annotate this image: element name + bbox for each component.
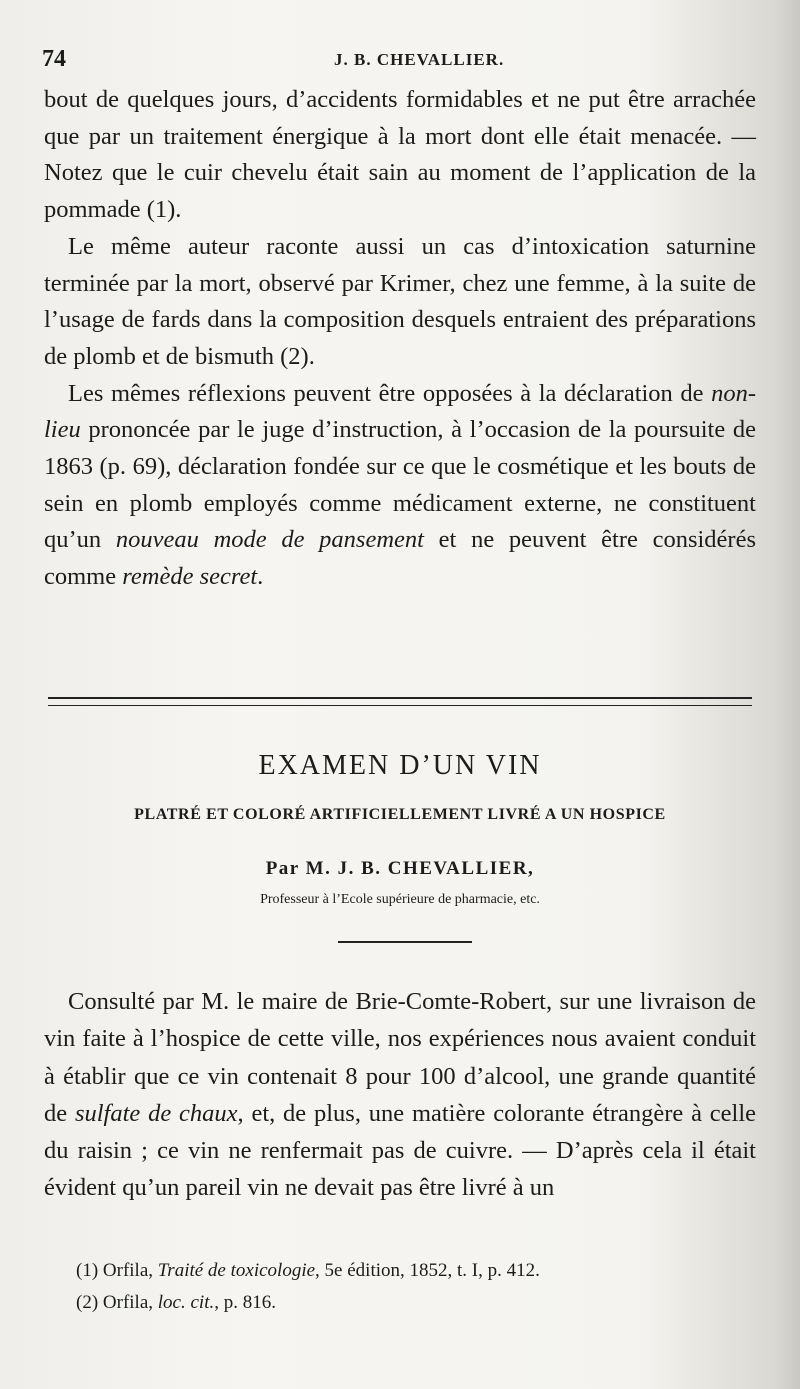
text-run: Consulté par M. le maire de Brie-Comte-Robert, sur une livraison de vin faite à l’hospice de cette ville, nos expériences nous avaient conduit à établir que ce vin contenait 8 pour 100 d’alcool, une grande quantité de xyxy=(44,988,756,1127)
italic-text: non-lieu xyxy=(44,379,756,444)
italic-text: nouveau mode de pansement xyxy=(115,526,424,554)
paragraph xyxy=(44,229,756,376)
article-title: EXAMEN D’UN VIN xyxy=(258,750,542,781)
footnotes xyxy=(76,1255,756,1319)
paragraph xyxy=(44,983,756,1207)
article-subtitle: PLATRÉ ET COLORÉ ARTIFICIELLEMENT LIVRÉ A UN HOSPICE xyxy=(134,806,666,823)
author-affiliation: Professeur à l’Ecole supérieure de pharmacie, etc. xyxy=(260,892,540,907)
text-run: , p. 816. xyxy=(214,1292,276,1313)
article-author: Par M. J. B. CHEVALLIER, xyxy=(265,858,535,879)
text-run: bout de quelques jours, d’accidents formidables et ne put être arrachée que par un traitement énergique à la mort dont elle était menacée. — Notez que le cuir chevelu était sain au moment de l’application de la pommade (1). xyxy=(44,86,756,224)
page-header xyxy=(42,46,757,76)
text-run: Les mêmes réflexions peuvent être opposées à la déclaration de xyxy=(68,379,712,407)
section-divider xyxy=(48,697,752,706)
page-number: 74 xyxy=(42,46,66,72)
title-rule xyxy=(338,941,472,943)
footnote xyxy=(76,1287,756,1319)
text-run: , et, de plus, une matière colorante étrangère à celle du raisin ; ce vin ne renfermait pas de cuivre. — D’après cela il était évident qu’un pareil vin ne devait pas être livré à un xyxy=(44,1099,757,1202)
italic-text: Traité de toxicologie xyxy=(157,1260,316,1281)
italic-text: loc. cit. xyxy=(157,1292,215,1313)
body-text-article xyxy=(44,983,756,1207)
text-run: (2) Orfila, xyxy=(76,1292,158,1313)
footnote xyxy=(76,1255,756,1287)
running-head: J. B. CHEVALLIER. xyxy=(334,50,505,69)
text-run: , 5e édition, 1852, t. I, p. 412. xyxy=(315,1260,540,1281)
text-run: . xyxy=(257,563,264,591)
text-run: (1) Orfila, xyxy=(76,1260,158,1281)
italic-text: remède secret xyxy=(122,563,258,591)
text-run: prononcée par le juge d’instruction, à l’occasion de la poursuite de 1863 (p. 69), déclaration fondée sur ce que le cosmétique et les bouts de sein en plomb employés comme médicament externe, ne constituent qu’un xyxy=(44,416,756,554)
paragraph xyxy=(44,376,756,596)
body-text-top xyxy=(44,82,756,596)
paragraph xyxy=(44,82,756,229)
italic-text: sulfate de chaux xyxy=(74,1099,238,1127)
text-run: et ne peuvent être considérés comme xyxy=(44,526,756,591)
text-run: Le même auteur raconte aussi un cas d’intoxication saturnine terminée par la mort, observé par Krimer, chez une femme, à la suite de l’usage de fards dans la composition desquels entraient des préparations de plomb et de bismuth (2). xyxy=(44,232,756,370)
